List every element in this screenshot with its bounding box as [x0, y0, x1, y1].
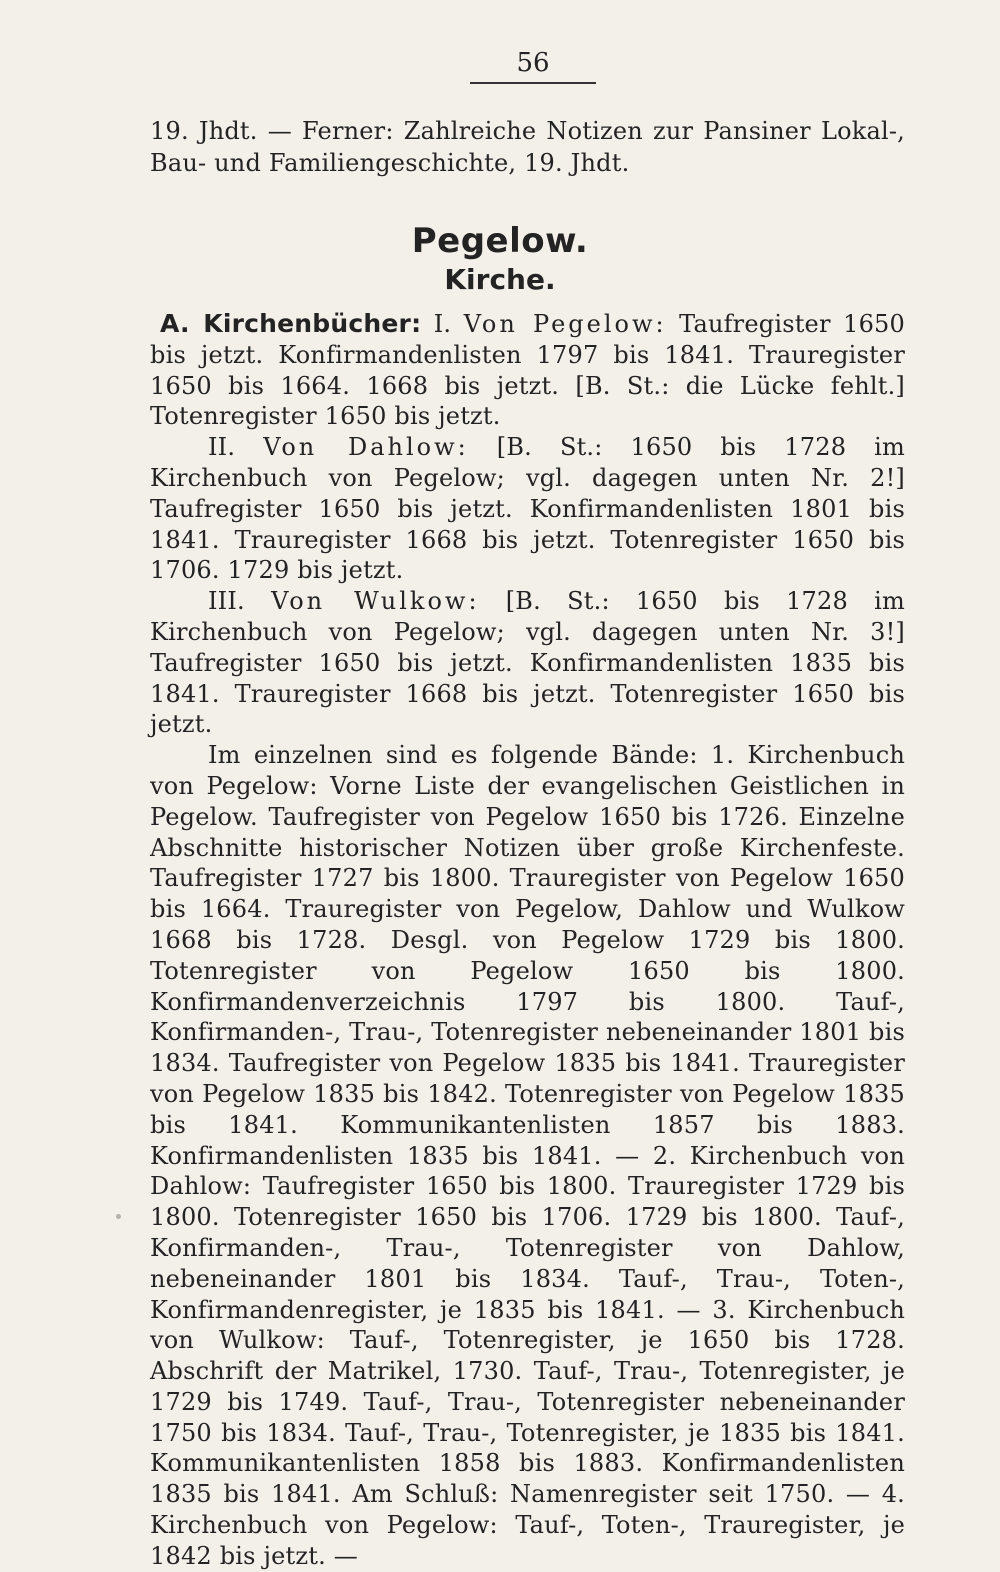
page-number: 56	[470, 48, 596, 84]
paragraph-wulkow	[150, 586, 905, 740]
section-heading: Pegelow.	[411, 221, 589, 261]
paragraph-dahlow	[150, 432, 905, 586]
paper-speck	[116, 1214, 121, 1219]
place-name: Von Wulkow:	[271, 587, 480, 616]
paragraph-kirchenbuecher	[150, 309, 905, 432]
section-subheading: Kirche.	[444, 263, 556, 296]
place-name: Von Dahlow:	[263, 433, 469, 462]
roman-numeral: I.	[433, 310, 452, 338]
roman-numeral: II.	[208, 433, 236, 462]
paragraph-text: [B. St.: 1650 bis 1728 im Kirchenbuch von Pegelow; vgl. dagegen unten Nr. 3!] Taufregister 1650 bis jetzt. Konfirmandenlisten 1835 bis 1841. Trauregister 1668 bis jetzt. Totenregister 1650 bis jetzt.	[150, 587, 905, 739]
intro-paragraph: 19. Jhdt. — Ferner: Zahlreiche Notizen zur Pansiner Lokal-, Bau- und Familiengeschichte, 19. Jhdt.	[150, 117, 905, 177]
roman-numeral: III.	[208, 587, 245, 616]
paragraph-text: [B. St.: 1650 bis 1728 im Kirchenbuch von Pegelow; vgl. dagegen unten Nr. 2!] Taufregister 1650 bis jetzt. Konfirmandenlisten 1801 bis 1841. Trauregister 1668 bis jetzt. Totenregister 1650 bis 1706. 1729 bis jetzt.	[150, 433, 905, 585]
paragraph-details: Im einzelnen sind es folgende Bände: 1. Kirchenbuch von Pegelow: Vorne Liste der evangelischen Geistlichen in Pegelow. Taufregister von Pegelow 1650 bis 1726. Einzelne Abschnitte historischer Notizen über große Kirchenfeste. Taufregister 1727 bis 1800. Trauregister von Pegelow 1650 bis 1664. Trauregister von Pegelow, Dahlow und Wulkow 1668 bis 1728. Desgl. von Pegelow 1729 bis 1800. Totenregister von Pegelow 1650 bis 1800. Konfirmandenverzeichnis 1797 bis 1800. Tauf-, Konfirmanden-, Trau-, Totenregister nebeneinander 1801 bis 1834. Taufregister von Pegelow 1835 bis 1841. Trauregister von Pegelow 1835 bis 1842. Totenregister von Pegelow 1835 bis 1841. Kommunikantenlisten 1857 bis 1883. Konfirmandenlisten 1835 bis 1841. — 2. Kirchenbuch von Dahlow: Taufregister 1650 bis 1800. Trauregister 1729 bis 1800. Totenregister 1650 bis 1706. 1729 bis 1800. Tauf-, Konfirmanden-, Trau-, Totenregister von Dahlow, nebeneinander 1801 bis 1834. Tauf-, Trau-, Toten-, Konfirmandenregister, je 1835 bis 1841. — 3. Kirchenbuch von Wulkow: Tauf-, Totenregister, je 1650 bis 1728. Abschrift der Matrikel, 1730. Tauf-, Trau-, Totenregister, je 1729 bis 1749. Tauf-, Trau-, Totenregister nebeneinander 1750 bis 1834. Tauf-, Trau-, Totenregister, je 1835 bis 1841. Kommunikantenlisten 1858 bis 1883. Konfirmandenlisten 1835 bis 1841. Am Schluß: Namenregister seit 1750. — 4. Kirchenbuch von Pegelow: Tauf-, Toten-, Trauregister, je 1842 bis jetzt. —	[150, 741, 905, 1570]
main-text-block	[150, 309, 905, 1572]
paragraph-text: Taufregister 1650 bis jetzt. Konfirmandenlisten 1797 bis 1841. Trauregister 1650 bis 1664. 1668 bis jetzt. [B. St.: die Lücke fehlt.] Totenregister 1650 bis jetzt.	[150, 310, 905, 431]
place-name: Von Pegelow:	[463, 310, 667, 338]
section-label: A. Kirchenbücher:	[160, 309, 422, 338]
